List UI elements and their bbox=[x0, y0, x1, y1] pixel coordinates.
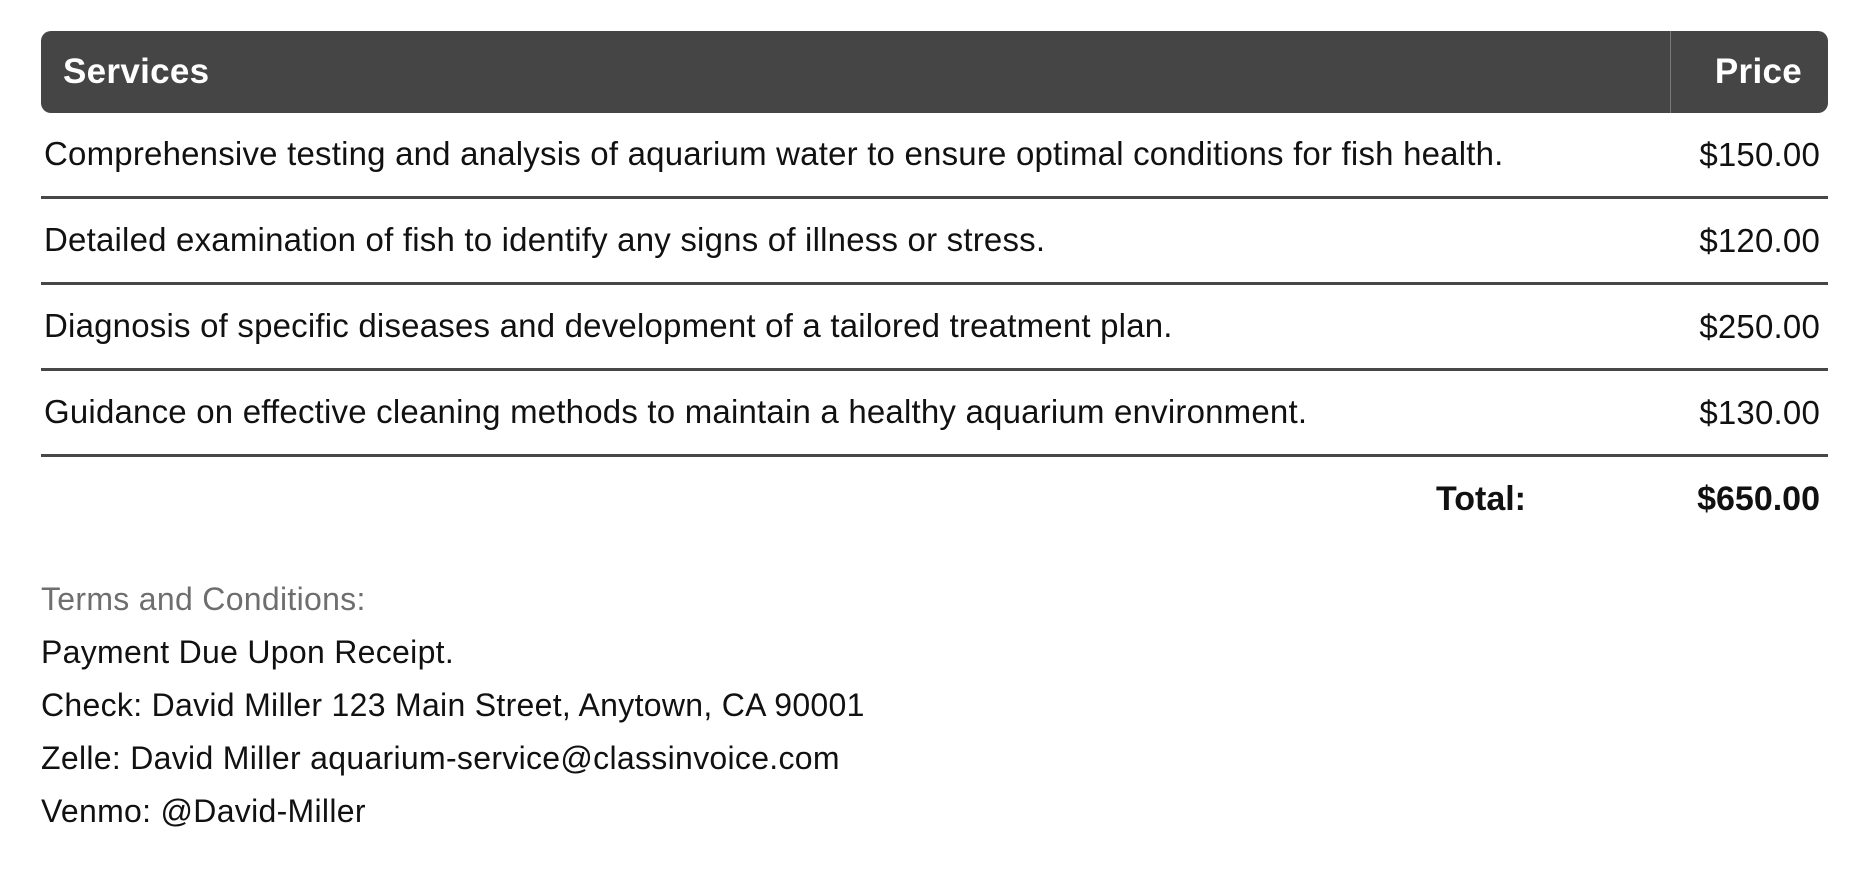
service-price: $250.00 bbox=[1699, 307, 1820, 345]
service-row bbox=[41, 285, 1828, 371]
total-label: Total: bbox=[1435, 479, 1526, 518]
service-description: Guidance on effective cleaning methods to maintain a healthy aquarium environment. bbox=[44, 393, 1308, 431]
service-description: Comprehensive testing and analysis of aquarium water to ensure optimal conditions for fish health. bbox=[44, 135, 1504, 173]
header-services-label: Services bbox=[63, 52, 210, 91]
service-row bbox=[41, 371, 1828, 457]
header-price-label: Price bbox=[1670, 31, 1828, 113]
total-value: $650.00 bbox=[1697, 479, 1820, 518]
terms-section bbox=[41, 573, 1828, 838]
terms-line-venmo: Venmo: @David-Miller bbox=[41, 793, 366, 829]
table-header bbox=[41, 31, 1828, 113]
service-row bbox=[41, 199, 1828, 285]
service-price: $120.00 bbox=[1699, 221, 1820, 259]
service-description: Diagnosis of specific diseases and development of a tailored treatment plan. bbox=[44, 307, 1173, 345]
terms-line-zelle: Zelle: David Miller aquarium-service@classinvoice.com bbox=[41, 740, 840, 776]
services-table bbox=[41, 31, 1828, 541]
total-row bbox=[41, 457, 1828, 541]
terms-line-payment: Payment Due Upon Receipt. bbox=[41, 634, 455, 670]
terms-line-check: Check: David Miller 123 Main Street, Anytown, CA 90001 bbox=[41, 687, 865, 723]
terms-heading: Terms and Conditions: bbox=[41, 581, 366, 617]
service-description: Detailed examination of fish to identify any signs of illness or stress. bbox=[44, 221, 1046, 259]
service-row bbox=[41, 113, 1828, 199]
service-price: $150.00 bbox=[1699, 135, 1820, 173]
service-price: $130.00 bbox=[1699, 393, 1820, 431]
